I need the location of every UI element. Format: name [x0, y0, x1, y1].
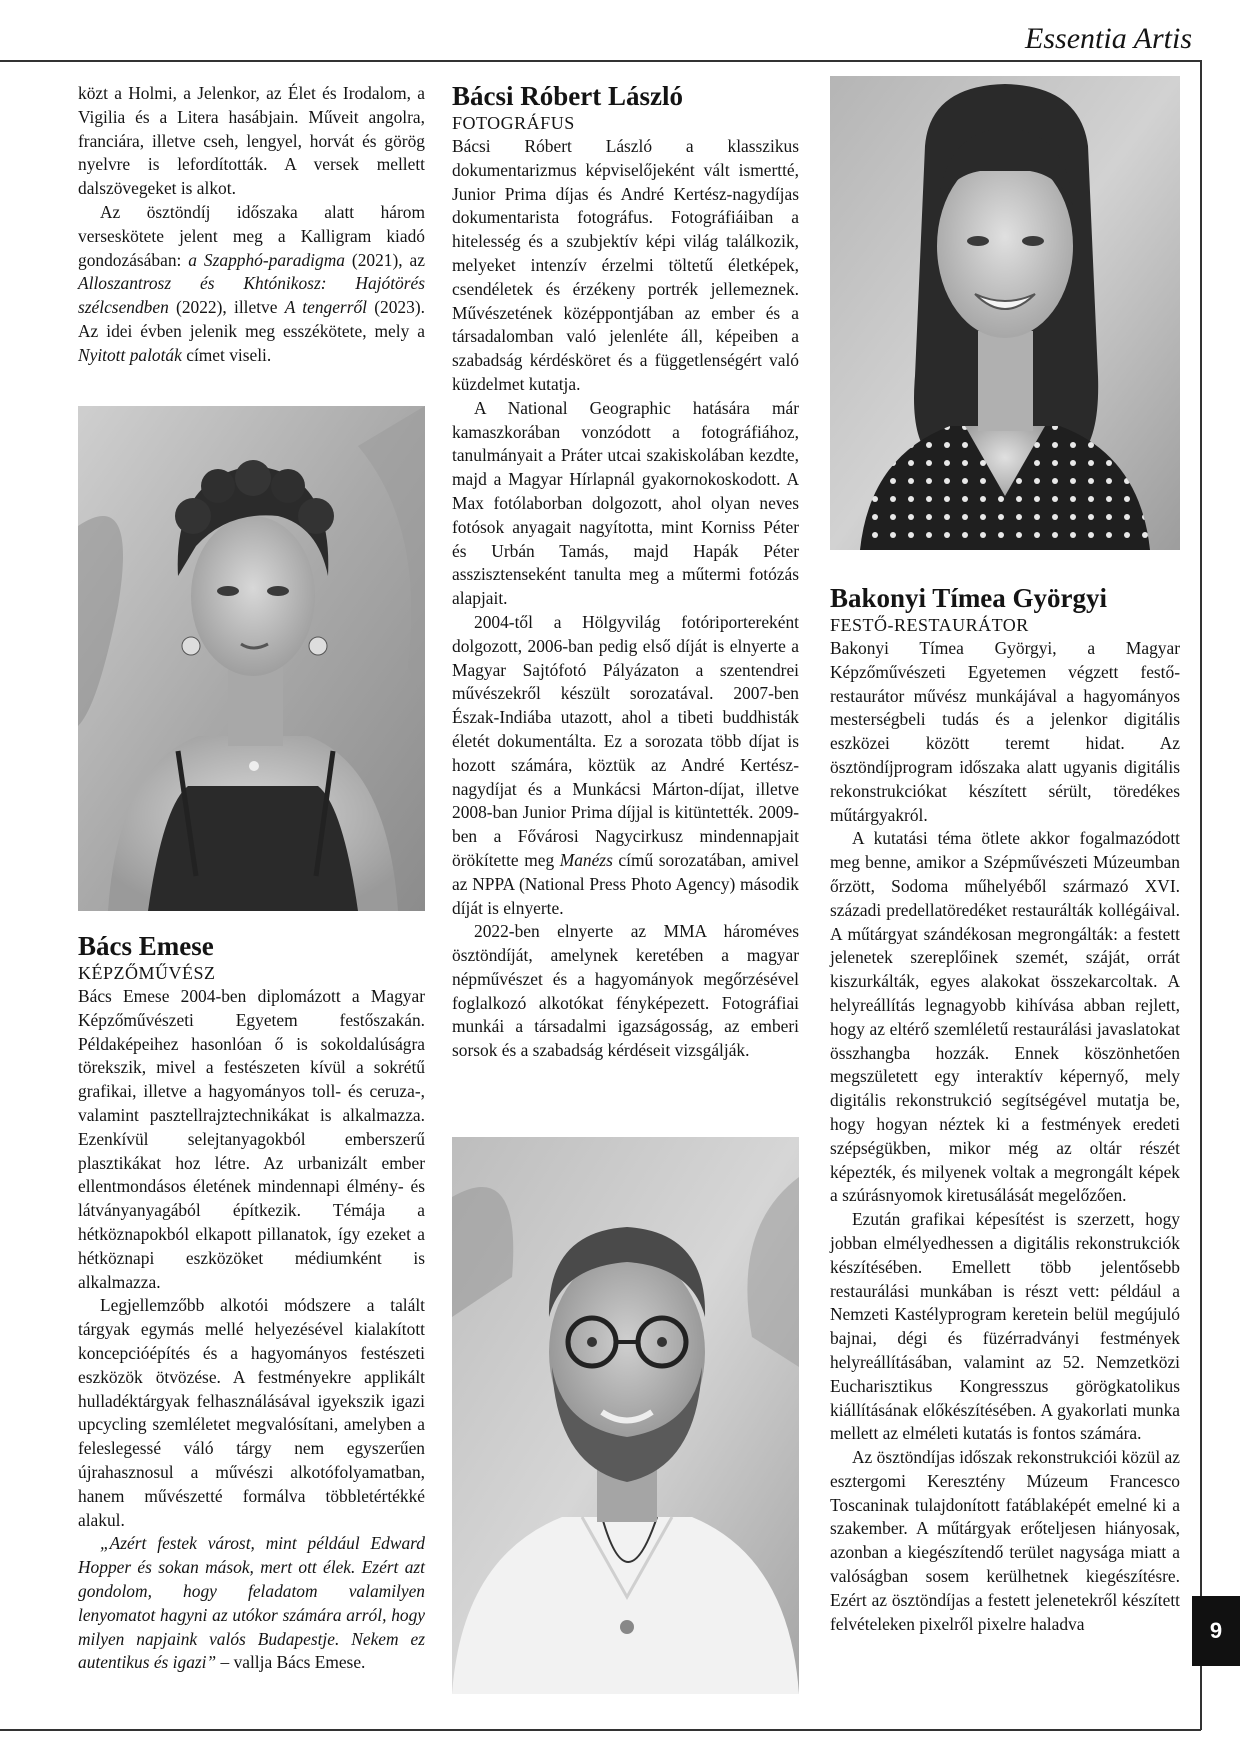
- artist-role: FESTŐ-RESTAURÁTOR: [830, 615, 1029, 635]
- bio-paragraph: Legjellemzőbb alkotói módszere a talált tárgyak egymás mellé helyezésével kialakított koncepcióépítés és a hagyományos festészeti eszközök ötvözése. A festményekre applikált hulladéktárgyak felhasználásával igyekszik igazi upcycling szemléletet megvalósítani, amelyben a feleslegessé váló tárgy nem egyszerűen újrahasznosul a művészi alkotófolyamatban, hanem művészetté formálva többletértékké alakul.: [78, 1295, 425, 1530]
- photo-bakonyi-timea-gyorgyi: [830, 76, 1180, 550]
- bio-paragraph: Ezután grafikai képesítést is szerzett, hogy jobban elmélyedhessen a digitális rekonstrukciók készítésében. Emellett több jelentősebb restaurálási munkában is részt vett: például a Nemzeti Kastélyprogram keretein belül megújuló bajnai, dégi és füzérradványi festmények helyreállításában, valamint az 52. Nemzetközi Eucharisztikus Kongresszus görögkatolikus kiállításának előkészítésében. A gyakorlati munka mellett az elméleti kutatás is fontos számára.: [830, 1209, 1180, 1444]
- bio-paragraph: Bácsi Róbert László a klasszikus dokumentarizmus képviselőjeként vált ismertté, Junior Prima díjas és André Kertész-nagydíjas dokumentarista fotográfus. Fotográfiáiban a hitelesség és a szubjektív képi világ találkozik, melyeket intenzív érzelmi töltetű életképek, csendéletek és érzékeny portrék jellemeznek. Művészetének középpontjában az ember és a társadalomban való jelenléte áll, képeiben a szabadság kérdésköret és a függetlenségért való küzdelmet kutatja.: [452, 136, 799, 394]
- column-1-intro: [78, 82, 425, 368]
- bio-paragraph: A kutatási téma ötlete akkor fogalmazódott meg benne, amikor a Szépművészeti Múzeumban őrzött, Sodoma műhelyéből származó XVI. századi predellatöredéket restaurálták kollégáival. A műtárgyat szándékosan megrongálták: a festett jelenetek szereplőinek szemét, száját, orrát kiszurkálták, egyes alakokat összekarcoltak. A helyreállítás legnagyobb kihívása abban rejlett, hogy az eltérő szemléletű restaurálási javaslatokat összhangba hozzák. Ennek köszönhetően megszületett egy interaktív képernyő, mely digitális rekonstrukció segítségével mutatja be, hogy hogyan néztek ki a festmények eredeti szépségükben, mikor még az oltár részét képezték, és milyenek voltak a megrongált képek a szúrásnyomok kiretusálását megelőzően.: [830, 828, 1180, 1206]
- portrait-bacsi-robert-laszlo: [452, 1137, 799, 1694]
- frame-right-rule: [1200, 60, 1202, 1730]
- portrait-bacs-emese: [78, 406, 425, 911]
- artist-quote: „Azért festek várost, mint például Edward Hopper és sokan mások, mert ott élek. Ezért azt gondolom, hogy feladatom valamilyen lenyomatot hagyni az utókor számára arról, hogy milyen napjaink valós Budapestje. Nekem ez autentikus és igazi” – vallja Bács Emese.: [78, 1533, 425, 1673]
- artist-name: Bács Emese: [78, 931, 214, 961]
- artist-role: FOTOGRÁFUS: [452, 113, 575, 133]
- frame-bottom-rule: [0, 1729, 1201, 1731]
- photo-bacsi-robert-laszlo: [452, 1137, 799, 1694]
- section-bakonyi-timea-gyorgyi: [830, 582, 1180, 1636]
- bio-paragraph: 2022-ben elnyerte az MMA hároméves ösztöndíját, amelynek keretében a magyar népművészet és a hagyományok megőrzésével foglalkozó alkotókat fényképezett. Fotográfiai munkái a társadalmi igazságosság, az emberi sorsok és a szabadság kérdéseit vizsgálják.: [452, 921, 799, 1061]
- bio-paragraph: Az ösztöndíjas időszak rekonstrukciói közül az esztergomi Keresztény Múzeum Francesco Toscaninak tulajdonított fatáblaképét emelné ki a szakember. A műtárgyak erőteljesen hiányosak, azonban a kiegészítendő terület nagysága miatt a valóságban sosem kerülhetnek kiegészítésre. Ezért az ösztöndíjas a festett jelenetekről készített felvételeken pixelről pixelre haladva: [830, 1447, 1180, 1634]
- intro-paragraph-1: közt a Holmi, a Jelenkor, az Élet és Irodalom, a Vigilia és a Litera hasábjain. Műveit angolra, franciára, illetve cseh, lengyel, horvát és görög nyelvre is lefordították. A versek mellett dalszövegeket is alkot.: [78, 83, 425, 199]
- artist-name: Bakonyi Tímea Györgyi: [830, 583, 1108, 613]
- photo-bacs-emese: [78, 406, 425, 911]
- bio-paragraph: Bakonyi Tímea Györgyi, a Magyar Képzőművészeti Egyetemen végzett festő-restaurátor művész munkájával a hagyományos mesterségbeli tudás és a jelenkor digitális eszközei között teremt hidat. Az ösztöndíjprogram időszaka alatt ugyanis digitális rekonstrukciókat készített sérült, töredékes műtárgyakról.: [830, 638, 1180, 825]
- bio-paragraph: Bács Emese 2004-ben diplomázott a Magyar Képzőművészeti Egyetem festőszakán. Példaképeihez hasonlóan ő is sokoldalúságra törekszik, mivel a festészeten kívül a sokrétű grafikai, illetve a hagyományos toll- és ceruza-, valamint pasztellrajztechnikákat is alkalmazza. Ezenkívül selejtanyagokból emberszerű plasztikákat hoz létre. Az urbanizált ember ellentmondásos életének mindennapi élmény- és látványanyagából építkezik. Témája a hétköznapokból elkapott pillanatok, így ezeket a hétköznapi eszközöket médiumként is alkalmazza.: [78, 986, 425, 1292]
- section-bacs-emese: [78, 930, 425, 1675]
- page-header: [0, 0, 1240, 62]
- artist-name: Bácsi Róbert László: [452, 81, 683, 111]
- intro-paragraph-2: Az ösztöndíj időszaka alatt három verseskötete jelent meg a Kalligram kiadó gondozásában: a Szapphó-paradigma (2021), az Alloszantrosz és Khtónikosz: Hajótörés szélcsendben (2022), illetve A tengerről (2023). Az idei évben jelenik meg esszékötete, mely a Nyitott paloták címet viseli.: [78, 201, 425, 365]
- magazine-title: Essentia Artis: [1025, 22, 1192, 55]
- bio-paragraph: A National Geographic hatására már kamaszkorában vonzódott a fotográfiához, tanulmányait a Práter utcai szakiskolában kezdte, majd a Magyar Hírlapnál gyakornokoskodott. A Max fotólaborban dolgozott, ahol olyan neves fotósok anyagait nagyította, mint Korniss Péter és Urbán Tamás, majd Hapák Péter asszisztenseként tanulta meg a műtermi fotózás alapjait.: [452, 397, 799, 609]
- portrait-bakonyi-timea-gyorgyi: [830, 76, 1180, 550]
- section-bacsi-robert-laszlo: [452, 80, 799, 1063]
- page-number: 9: [1192, 1596, 1240, 1666]
- bio-paragraph: 2004-től a Hölgyvilág fotóriportereként dolgozott, 2006-ban pedig első díját is elnyerte a Magyar Sajtófotó Pályázaton a szentendrei művészekről készült sorozatával. 2007-ben Észak-Indiába utazott, ahol a tibeti buddhisták életét dokumentálta. Ez a sorozata több díjat is hozott számára, köztük az André Kertész-nagydíjat és a Munkácsi Márton-díjat, illetve 2008-ban Junior Prima díjjal is kitüntették. 2009-ben a Fővárosi Nagycirkusz mindennapjait örökítette meg Manézs című sorozatában, amivel az NPPA (National Press Photo Agency) második díját is elnyerte.: [452, 611, 799, 918]
- artist-role: KÉPZŐMŰVÉSZ: [78, 963, 216, 983]
- header-rule: [0, 60, 1200, 62]
